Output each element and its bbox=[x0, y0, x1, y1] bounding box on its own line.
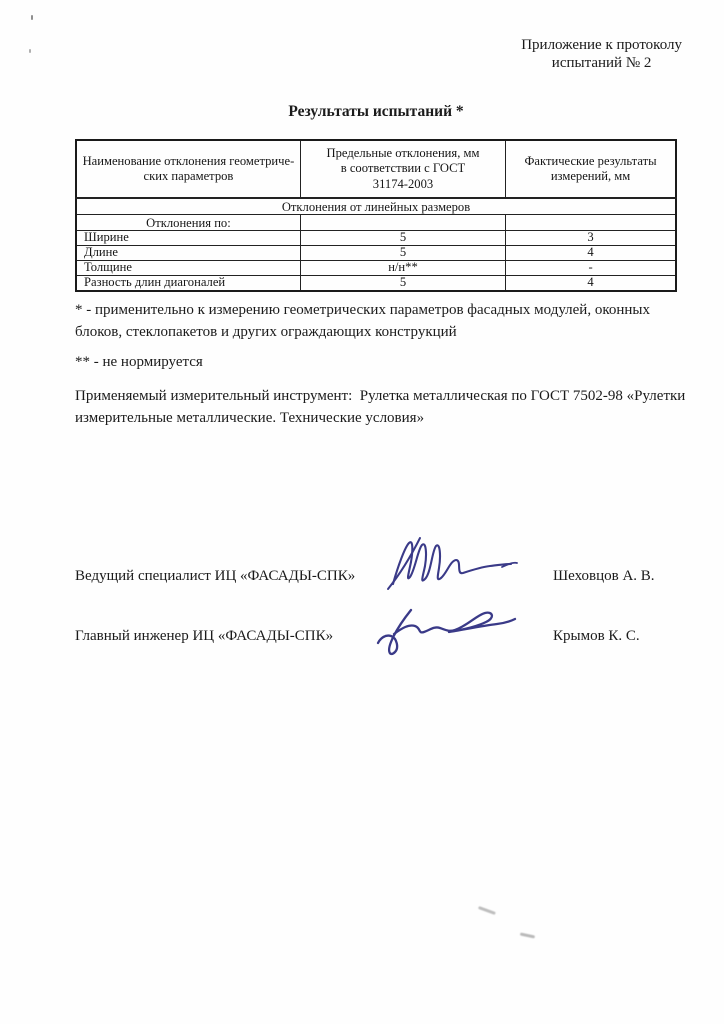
table-row bbox=[76, 276, 676, 292]
column-header-actual bbox=[506, 140, 676, 198]
signature-ink-2 bbox=[372, 602, 517, 660]
cell-parameter: Ширине bbox=[76, 231, 300, 246]
cell-parameter: Разность длин диагоналей bbox=[76, 276, 300, 292]
signer-role-1: Ведущий специалист ИЦ «ФАСАДЫ-СПК» bbox=[75, 568, 356, 584]
document-header bbox=[521, 36, 682, 72]
header-line-1: Приложение к протоколу bbox=[521, 37, 682, 53]
column-header-parameter bbox=[76, 140, 300, 198]
page-title: Результаты испытаний * bbox=[288, 103, 464, 120]
signer-name-2: Крымов К. С. bbox=[553, 628, 640, 644]
section-label: Отклонения от линейных размеров bbox=[76, 198, 676, 215]
table-row bbox=[76, 231, 676, 246]
header-text: ских параметров bbox=[143, 169, 234, 183]
cell-actual: 4 bbox=[506, 246, 676, 261]
table-section-row bbox=[76, 198, 676, 215]
header-text: Фактические результаты bbox=[524, 153, 657, 168]
instrument-paragraph: Применяемый измерительный инструмент: Рулетка металлическая по ГОСТ 7502-98 «Рулетки измерительные металлические. Технические условия» bbox=[75, 388, 690, 426]
group-label: Отклонения по: bbox=[76, 215, 300, 231]
signer-role-2: Главный инженер ИЦ «ФАСАДЫ-СПК» bbox=[75, 628, 334, 644]
table-row bbox=[76, 261, 676, 276]
scan-artifact bbox=[520, 932, 535, 938]
scan-artifact bbox=[478, 906, 496, 915]
table-group-row bbox=[76, 215, 676, 231]
cell-parameter: Толщине bbox=[76, 261, 300, 276]
footnote-asterisk: * - применительно к измерению геометрических параметров фасадных модулей, оконных блоков, стеклопакетов и других ограждающих конструкций bbox=[75, 302, 650, 340]
results-table bbox=[75, 139, 677, 292]
cell-limit: н/н** bbox=[300, 261, 505, 276]
header-text: в соответствии с ГОСТ bbox=[340, 161, 466, 176]
cell-actual: 4 bbox=[506, 276, 676, 292]
header-text: Наименование отклонения геометриче- bbox=[82, 153, 295, 168]
table-header-row bbox=[76, 140, 676, 198]
table-row bbox=[76, 246, 676, 261]
empty-cell bbox=[300, 215, 505, 231]
cell-limit: 5 bbox=[300, 276, 505, 292]
signature-ink-1 bbox=[385, 533, 520, 591]
empty-cell bbox=[506, 215, 676, 231]
header-text: Предельные отклонения, мм bbox=[326, 145, 480, 160]
cell-actual: - bbox=[506, 261, 676, 276]
header-line-2: испытаний № 2 bbox=[551, 55, 652, 71]
header-text: 31174-2003 bbox=[372, 176, 434, 191]
cell-parameter: Длине bbox=[76, 246, 300, 261]
cell-actual: 3 bbox=[506, 231, 676, 246]
cell-limit: 5 bbox=[300, 246, 505, 261]
scan-artifact bbox=[29, 49, 31, 53]
signer-name-1: Шеховцов А. В. bbox=[553, 568, 655, 584]
scan-artifact bbox=[31, 15, 33, 20]
cell-limit: 5 bbox=[300, 231, 505, 246]
header-text: измерений, мм bbox=[550, 169, 631, 183]
footnote-double-asterisk: ** - не нормируется bbox=[75, 354, 203, 370]
column-header-limits bbox=[300, 140, 505, 198]
